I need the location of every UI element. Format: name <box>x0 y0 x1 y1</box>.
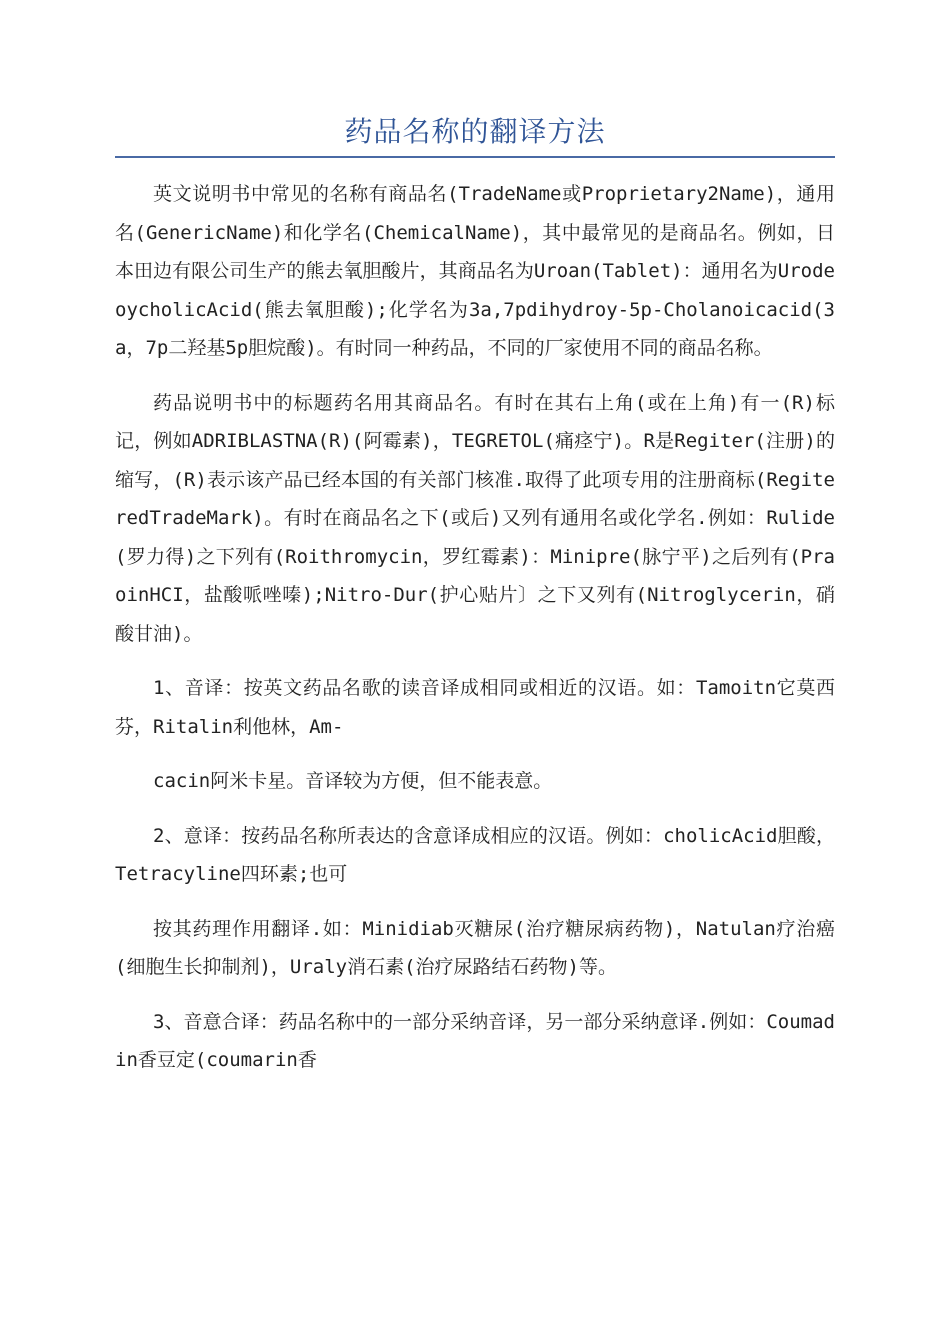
paragraph-method-free-translation-cont: 按其药理作用翻译.如：Minidiab灭糖尿(治疗糖尿病药物)，Natulan疗治癌(细胞生长抑制剂)，Uraly消石素(治疗尿路结石药物)等。 <box>115 917 835 978</box>
document-body <box>115 175 835 1096</box>
paragraph-method-combined: 3、音意合译：药品名称中的一部分采纳音译，另一部分采纳意译.例如：Coumadin香豆定(coumarin香 <box>115 1010 835 1071</box>
paragraph-title-trademark: 药品说明书中的标题药名用其商品名。有时在其右上角(或在上角)有一(R)标记，例如ADRIBLASTNA(R)(阿霉素)，TEGRETOL(痛痉宁)。R是Regiter(注册)的缩写，(R)表示该产品已经本国的有关部门核准.取得了此项专用的注册商标(RegiteredTradeMark)。有时在商品名之下(或后)又列有通用名或化学名.例如：Rulide(罗力得)之下列有(Roithromycin，罗红霉素)：Minipre(脉宁平)之后列有(PraoinHCI，盐酸哌唑嗪);Nitro-Dur(护心贴片〕之下又列有(Nitroglycerin，硝酸甘油)。 <box>115 391 835 645</box>
page-title: 药品名称的翻译方法 <box>344 115 606 148</box>
paragraph-method-free-translation: 2、意译：按药品名称所表达的含意译成相应的汉语。例如：cholicAcid胆酸，Tetracyline四环素;也可 <box>115 824 835 885</box>
paragraph-method-transliteration: 1、音译：按英文药品名歌的读音译成相同或相近的汉语。如：Tamoitn它莫西芬，Ritalin利他林，Am- <box>115 677 835 738</box>
title-block <box>115 112 835 158</box>
paragraph-intro: 英文说明书中常见的名称有商品名(TradeName或Proprietary2Name)，通用名(GenericName)和化学名(ChemicalName)，其中最常见的是商品名。例如，日本田边有限公司生产的熊去氧胆酸片，其商品名为Uroan(Tablet)：通用名为UrodeoycholicAcid(熊去氧胆酸);化学名为3a,7pdihydroy-5p-Cholanoicacid(3a，7p二羟基5p胆烷酸)。有时同一种药品，不同的厂家使用不同的商品名称。 <box>115 183 835 359</box>
paragraph-method-transliteration-cont: cacin阿米卡星。音译较为方便，但不能表意。 <box>153 770 553 792</box>
